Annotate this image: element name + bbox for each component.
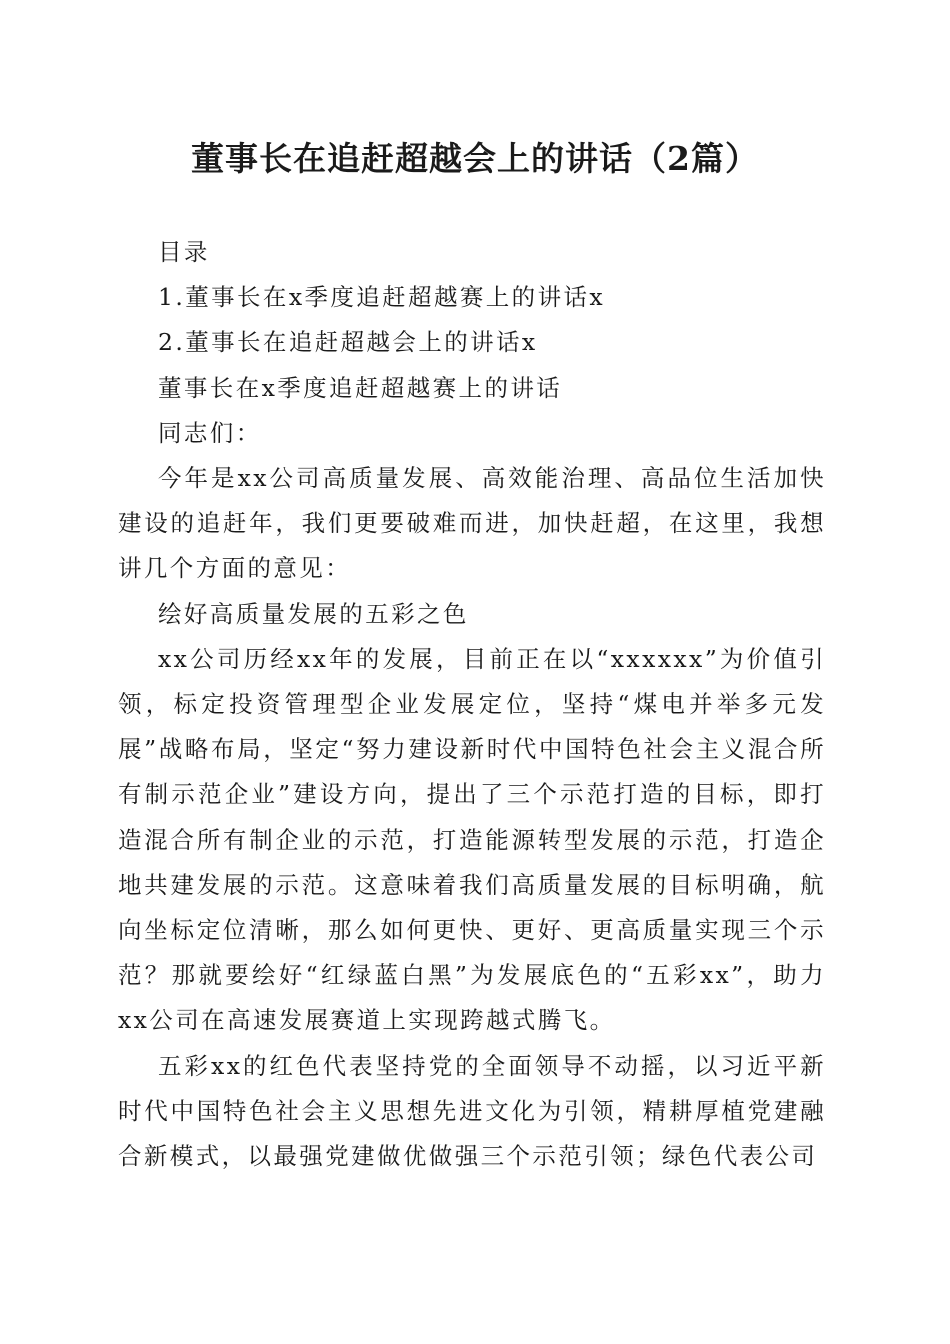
- document-body: [118, 230, 826, 1179]
- document-title: 董事长在追赶超越会上的讲话（2篇）: [191, 139, 759, 178]
- paragraph-intro: 今年是xx公司高质量发展、高效能治理、高品位生活加快建设的追赶年，我们更要破难而进，加快赶超，在这里，我想讲几个方面的意见：: [118, 464, 826, 583]
- paragraph-development: xx公司历经xx年的发展，目前正在以“xxxxxx”为价值引领，标定投资管理型企业发展定位，坚持“煤电并举多元发展”战略布局，坚定“努力建设新时代中国特色社会主义混合所有制示范企业”建设方向，提出了三个示范打造的目标，即打造混合所有制企业的示范，打造能源转型发展的示范，打造企地共建发展的示范。这意味着我们高质量发展的目标明确，航向坐标定位清晰，那么如何更快、更好、更高质量实现三个示范？那就要绘好“红绿蓝白黑”为发展底色的“五彩xx”，助力xx公司在高速发展赛道上实现跨越式腾飞。: [118, 644, 826, 1035]
- toc-heading: 目录: [158, 238, 210, 266]
- toc-item-2: 2.董事长在追赶超越会上的讲话x: [158, 328, 538, 357]
- speech-title: 董事长在x季度追赶超越赛上的讲话: [158, 373, 563, 402]
- section-heading: 绘好高质量发展的五彩之色: [158, 599, 469, 628]
- salutation: 同志们：: [158, 418, 262, 447]
- paragraph-five-colors: 五彩xx的红色代表坚持党的全面领导不动摇，以习近平新时代中国特色社会主义思想先进文化为引领，精耕厚植党建融合新模式，以最强党建做优做强三个示范引领；绿色代表公司: [118, 1051, 826, 1171]
- toc-item-1: 1.董事长在x季度追赶超越赛上的讲话x: [158, 283, 606, 312]
